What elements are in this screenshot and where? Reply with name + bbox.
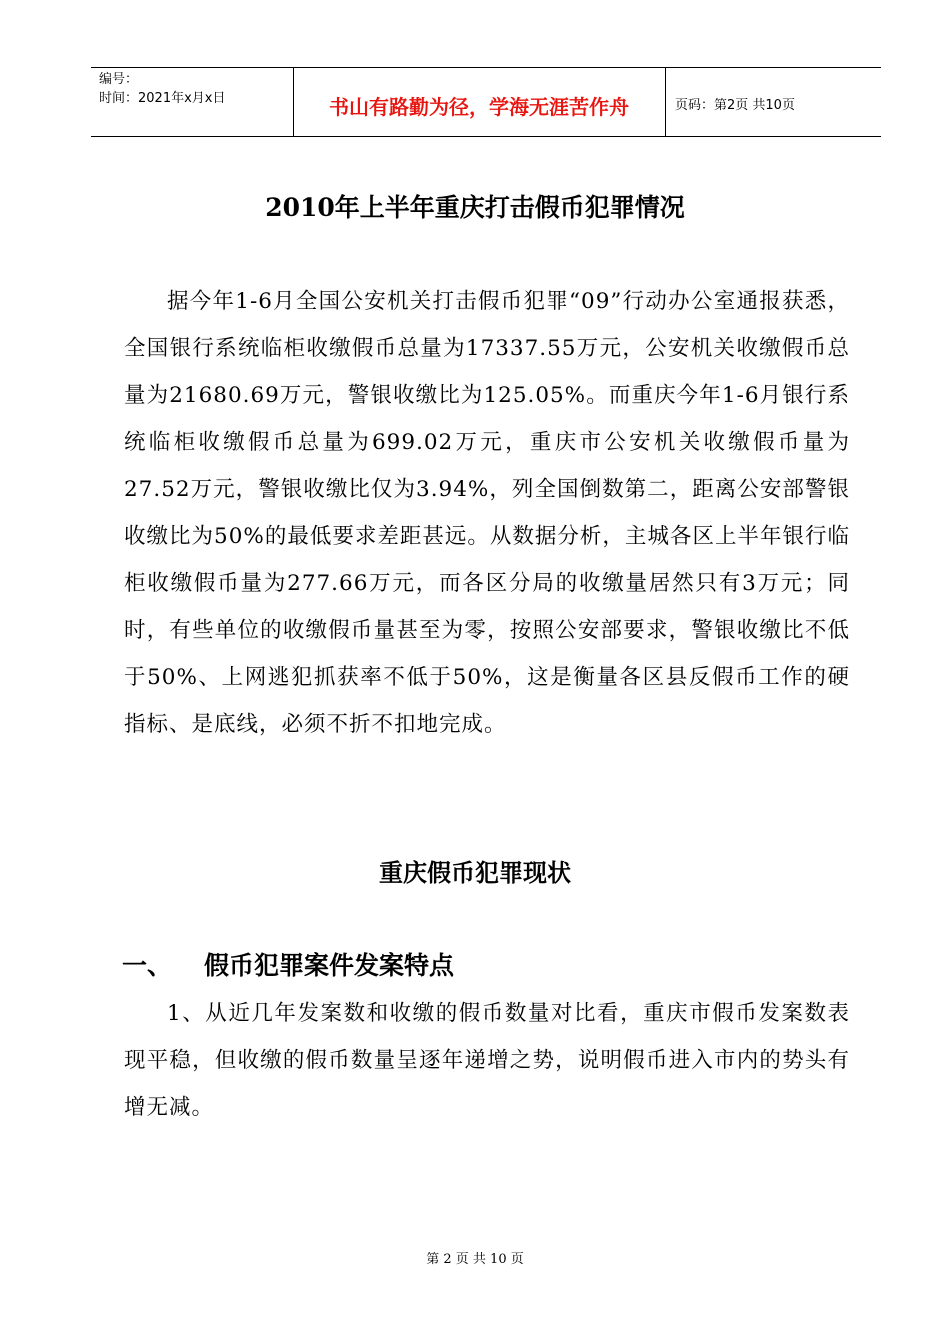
paragraph-2: 1、从近几年发案数和收缴的假币数量对比看，重庆市假币发案数表现平稳，但收缴的假币数量呈逐年递增之势，说明假币进入市内的势头有增无减。 xyxy=(124,1001,850,1120)
header-page-info: 页码：第2页 共10页 xyxy=(675,98,795,113)
heading-number: 一、 xyxy=(122,951,173,980)
heading-text: 假币犯罪案件发案特点 xyxy=(204,951,455,980)
section-title: 重庆假币犯罪现状 xyxy=(379,858,571,887)
serial-label: 编号： xyxy=(99,72,139,87)
time-line: 时间：2021年x月x日 xyxy=(99,91,226,106)
paragraph-1: 据今年1-6月全国公安机关打击假币犯罪“09”行动办公室通报获悉，全国银行系统临柜收缴假币总量为17337.55万元，公安机关收缴假币总量为21680.69万元，警银收缴比为125.05%。而重庆今年1-6月银行系统临柜收缴假币总量为699.02万元，重庆市公安机关收缴假币量为27.52万元，警银收缴比仅为3.94%，列全国倒数第二，距离公安部警银收缴比为50%的最低要求差距甚远。从数据分析，主城各区上半年银行临柜收缴假币量为277.66万元，而各区分局的收缴量居然只有3万元；同时，有些单位的收缴假币量甚至为零，按照公安部要求，警银收缴比不低于50%、上网逃犯抓获率不低于50%，这是衡量各区县反假币工作的硬指标、是底线，必须不折不扣地完成。 xyxy=(124,289,850,737)
section-heading xyxy=(122,946,454,982)
document-title: 2010年上半年重庆打击假币犯罪情况 xyxy=(265,193,685,222)
header-right-cell xyxy=(666,68,881,136)
header-left-cell xyxy=(91,68,294,136)
page-footer: 第 2 页 共 10 页 xyxy=(426,1252,524,1267)
header-motto: 书山有路勤为径，学海无涯苦作舟 xyxy=(329,95,629,119)
page-header xyxy=(91,67,881,137)
header-middle-cell xyxy=(293,68,666,136)
